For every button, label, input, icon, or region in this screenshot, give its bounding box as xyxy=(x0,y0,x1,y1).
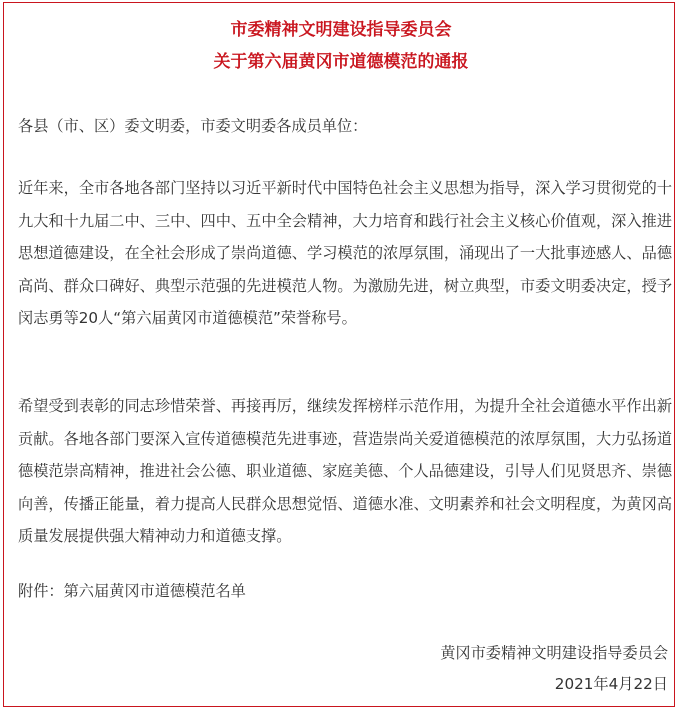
salutation: 各县（市、区）委文明委，市委文明委各成员单位： xyxy=(18,117,368,135)
document-title-line1: 市委精神文明建设指导委员会 xyxy=(230,20,452,40)
attachment-note: 附件：第六届黄冈市道德模范名单 xyxy=(18,582,246,600)
paragraph-intro: 近年来，全市各地各部门坚持以习近平新时代中国特色社会主义思想为指导，深入学习贯彻党的十九大和十九届二中、三中、四中、五中全会精神，大力培育和践行社会主义核心价值观，深入推进思想道德建设，在全社会形成了崇尚道德、学习模范的浓厚氛围，涌现出了一大批事迹感人、品德高尚、群众口碑好、典型示范强的先进模范人物。为激励先进，树立典型，市委文明委决定，授予闵志勇等20人“第六届黄冈市道德模范”荣誉称号。 xyxy=(18,179,672,327)
signature-date: 2021年4月22日 xyxy=(554,675,668,693)
document-title-line2: 关于第六届黄冈市道德模范的通报 xyxy=(213,52,469,72)
paragraph-expectation: 希望受到表彰的同志珍惜荣誉、再接再厉，继续发挥榜样示范作用，为提升全社会道德水平作出新贡献。各地各部门要深入宣传道德模范先进事迹，营造崇尚关爱道德模范的浓厚氛围，大力弘扬道德模范崇高精神，推进社会公德、职业道德、家庭美德、个人品德建设，引导人们见贤思齐、崇德向善，传播正能量，着力提高人民群众思想觉悟、道德水准、文明素养和社会文明程度，为黄冈高质量发展提供强大精神动力和道德支撑。 xyxy=(18,397,672,545)
signature-organization: 黄冈市委精神文明建设指导委员会 xyxy=(440,644,668,662)
